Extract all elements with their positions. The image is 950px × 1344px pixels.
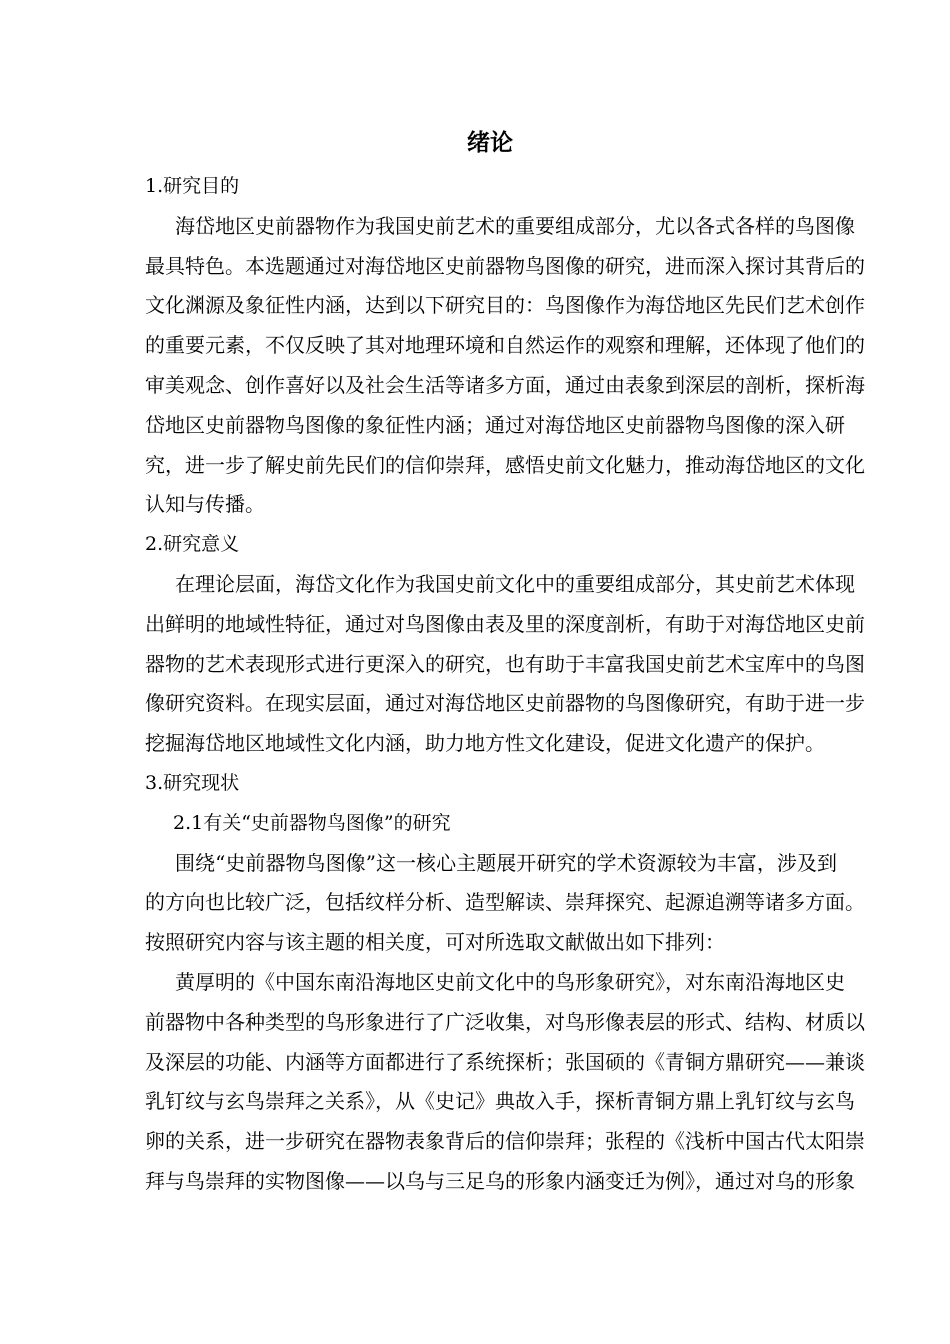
paragraph-line: 拜与鸟崇拜的实物图像——以乌与三足乌的形象内涵变迁为例》，通过对乌的形象	[145, 1168, 855, 1193]
page-title: 绪论	[467, 130, 513, 156]
subsection-heading: 2.1有关“史前器物鸟图像”的研究	[173, 811, 451, 834]
paragraph-line: 围绕“史前器物鸟图像”这一核心主题展开研究的学术资源较为丰富，涉及到	[175, 850, 837, 875]
paragraph-line: 前器物中各种类型的鸟形象进行了广泛收集，对鸟形像表层的形式、结构、材质以	[145, 1009, 865, 1034]
paragraph	[145, 207, 865, 525]
paragraph	[145, 844, 865, 963]
paragraph-line: 出鲜明的地域性特征，通过对鸟图像由表及里的深度剖析，有助于对海岱地区史前	[145, 611, 865, 636]
paragraph-line: 的重要元素，不仅反映了其对地理环境和自然运作的观察和理解，还体现了他们的	[145, 333, 865, 358]
paragraph-line: 最具特色。本选题通过对海岱地区史前器物鸟图像的研究，进而深入探讨其背后的	[145, 253, 865, 278]
paragraph-line: 乳钉纹与玄鸟崇拜之关系》，从《史记》典故入手，探析青铜方鼎上乳钉纹与玄鸟	[145, 1089, 855, 1114]
paragraph-line: 及深层的功能、内涵等方面都进行了系统探析；张国硕的《青铜方鼎研究——兼谈	[145, 1049, 865, 1074]
paragraph	[145, 963, 865, 1202]
paragraph-line: 按照研究内容与该主题的相关度，可对所选取文献做出如下排列：	[145, 930, 725, 955]
paragraph-line: 像研究资料。在现实层面，通过对海岱地区史前器物的鸟图像研究，有助于进一步	[145, 691, 865, 716]
paragraph-line: 认知与传播。	[145, 492, 265, 517]
section-heading: 3.研究现状	[145, 771, 240, 794]
paragraph-line: 究，进一步了解史前先民们的信仰崇拜，感悟史前文化魅力，推动海岱地区的文化	[145, 452, 865, 477]
paragraph-line: 器物的艺术表现形式进行更深入的研究，也有助于丰富我国史前艺术宝库中的鸟图	[145, 651, 865, 676]
document-body	[145, 167, 865, 1202]
section-heading: 1.研究目的	[145, 175, 240, 197]
paragraph-line: 岱地区史前器物鸟图像的象征性内涵；通过对海岱地区史前器物鸟图像的深入研	[145, 412, 845, 437]
paragraph-line: 审美观念、创作喜好以及社会生活等诸多方面，通过由表象到深层的剖析，探析海	[145, 372, 865, 397]
paragraph-line: 的方向也比较广泛，包括纹样分析、造型解读、崇拜探究、起源追溯等诸多方面。	[145, 890, 865, 915]
paragraph-line: 挖掘海岱地区地域性文化内涵，助力地方性文化建设，促进文化遗产的保护。	[145, 731, 825, 756]
paragraph-line: 海岱地区史前器物作为我国史前艺术的重要组成部分，尤以各式各样的鸟图像	[175, 213, 855, 238]
paragraph-line: 黄厚明的《中国东南沿海地区史前文化中的鸟形象研究》，对东南沿海地区史	[175, 969, 845, 994]
section-heading: 2.研究意义	[145, 533, 240, 556]
paragraph-line: 文化渊源及象征性内涵，达到以下研究目的：鸟图像作为海岱地区先民们艺术创作	[145, 293, 865, 318]
paragraph-line: 卵的关系，进一步研究在器物表象背后的信仰崇拜；张程的《浅析中国古代太阳崇	[145, 1129, 865, 1154]
paragraph	[145, 565, 865, 764]
paragraph-line: 在理论层面，海岱文化作为我国史前文化中的重要组成部分，其史前艺术体现	[175, 571, 855, 596]
